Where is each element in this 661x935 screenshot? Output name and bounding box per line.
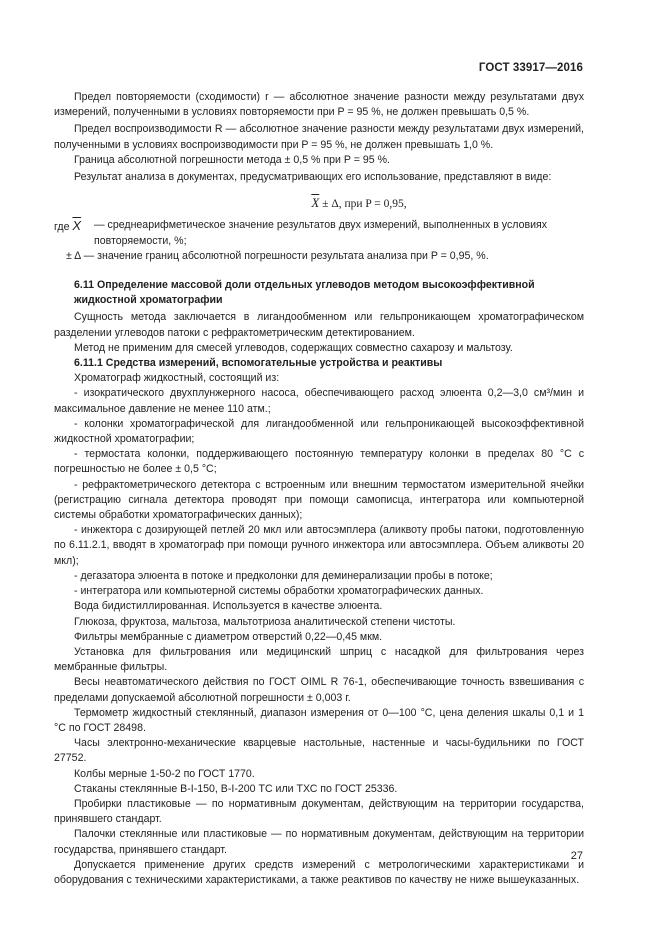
paragraph-repeatability: Предел повторяемости (сходимости) r — абсолютное значение разности между результатами двух измерений, полученными в условиях повторяемости при P = 95 %, не должен превышать 0,5 %. [54,91,584,119]
formula-mean-symbol: $\overline{X}$ [311,195,320,211]
section-title-6-11: 6.11 Определение массовой доли отдельных углеводов методом высокоэффективной жидкостной хроматографии [74,279,535,307]
paragraph-tubes: Пробирки пластиковые — по нормативным документам, действующим на территории государства, принявшего стандарт. [54,797,584,826]
paragraph-thermometer: Термометр жидкостный стеклянный, диапазон измерения от 0—100 °С, цена деления шкалы 0,1 и 1 °С по ГОСТ 28498. [54,706,584,734]
paragraph-filters: Фильтры мембранные с диаметром отверстий 0,22—0,45 мкм. [74,630,383,643]
doc-content [54,90,584,888]
list-item-column: - колонки хроматографической для лигандообменной или гельпроникающей высокоэффективной жидкостной хроматографии; [54,417,584,446]
where-definition-delta: ± Δ — значение границ абсолютной погрешности результата анализа при P = 0,95, %. [66,249,489,262]
where-mean-text: — среднеарифметическое значение результатов двух измерений, выполненных в условиях повторяемости, %; [94,219,548,247]
paragraph-method-essence: Сущность метода заключается в лигандообменном или гельпроникающем хроматографическом разделении углеводов патоки с рефрактометрическим детектированием. [54,311,584,339]
paragraph-water: Вода бидистиллированная. Используется в качестве элюента. [74,600,383,613]
paragraph-chromatograph: Хроматограф жидкостный, состоящий из: [74,372,280,385]
list-item-detector: - рефрактометрического детектора с встроенным или внешним термостатом измерительной ячейки (регистрацию сигнала детектора проводят при помощи самописца, интегратора или компьютерной системы обработки хроматографических данных); [54,478,584,522]
page-number: 27 [570,850,583,862]
paragraph-sugars: Глюкоза, фруктоза, мальтоза, мальтотриоза аналитической степени чистоты. [74,615,456,628]
list-item-injector: - инжектора с дозирующей петлей 20 мкл или автосэмплера (аликвоту пробы патоки, подготовленную по 6.11.2.1, вводят в хроматограф при помощи ручного инжектора или автосэмплера. Объем аликвоты 20 мкл); [54,524,584,567]
list-item-degasser: - дегазатора элюента в потоке и предколонки для деминерализации пробы в потоке; [74,569,493,582]
paragraph-clock: Часы электронно-механические кварцевые настольные, настенные и часы-будильники по ГОСТ 27752. [54,737,584,765]
where-label: где $\overline{X}$ [54,218,82,234]
doc-header: ГОСТ 33917—2016 [478,62,583,74]
paragraph-reproducibility: Предел воспроизводимости R — абсолютное значение разности между результатами двух измерений, полученными в условиях воспроизводимости при P = 95 %, не должен превышать 1,0 %. [54,123,584,151]
where-mean-symbol: $\overline{X}$ [72,218,82,234]
paragraph-result-form: Результат анализа в документах, предусматривающих его использование, представляют в виде: [74,171,552,184]
paragraph-method-limit: Метод не применим для смесей углеводов, содержащих совместно сахарозу и мальтозу. [74,341,513,354]
list-item-pump: - изократического двухплунжерного насоса, обеспечивающего расход элюента 0,2—3,0 см³/мин и максимальное давление не менее 110 атм.; [54,387,584,415]
paragraph-alternatives: Допускается применение других средств измерений с метрологическими характеристиками и оборудования с техническими характеристиками, а также реактивов по качеству не ниже вышеуказанных. [54,858,584,886]
paragraph-scales: Весы неавтоматического действия по ГОСТ OIML R 76-1, обеспечивающие точность взвешивания с пределами допускаемой абсолютной погрешности ± 0,003 г. [54,676,584,704]
formula-rest: ± Δ, при P = 0,95, [319,198,407,211]
paragraph-filter-unit: Установка для фильтрования или медицинский шприц с насадкой для фильтрования через мембранные фильтры. [54,645,584,674]
list-item-integrator: - интегратора или компьютерной системы обработки хроматографических данных. [74,585,484,598]
paragraph-flasks: Колбы мерные 1-50-2 по ГОСТ 1770. [74,767,255,780]
subsection-title-6-11-1: 6.11.1 Средства измерений, вспомогательные устройства и реактивы [74,357,443,370]
result-formula [54,195,584,212]
paragraph-rods: Палочки стеклянные или пластиковые — по нормативным документам, действующим на территории государства, принявшего стандарт. [54,828,584,856]
where-definition-mean [54,218,584,248]
list-item-thermostat: - термостата колонки, поддерживающего постоянную температуру колонки в пределах 80 °С с погрешностью не более ± 0,5 °С; [54,448,584,476]
paragraph-error-bound: Граница абсолютной погрешности метода ± 0,5 % при P = 95 %. [74,153,390,166]
paragraph-beakers: Стаканы стеклянные В-I-150, В-I-200 ТС или ТХС по ГОСТ 25336. [74,782,398,795]
